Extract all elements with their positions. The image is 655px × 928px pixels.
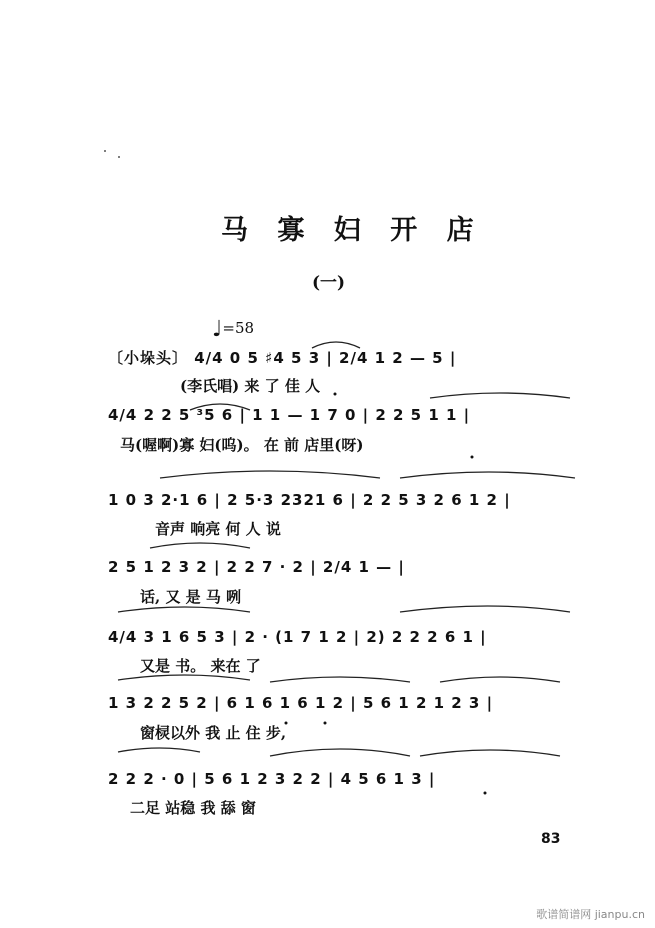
tempo-value: =58 bbox=[222, 319, 255, 337]
page-number: 83 bbox=[541, 831, 561, 847]
lyrics-line-5: 又是 书。 来在 了 bbox=[140, 657, 261, 675]
notation-line-4: 2 5 1 2 3 2 | 2 2 7 · 2 | 2/4 1 — | bbox=[108, 558, 405, 576]
notation-line-2: 4/4 2 2 5 ³5 6 | 1 1 — 1 7 0 | 2 2 5 1 1 | bbox=[108, 406, 471, 424]
lyrics-line-1: (李氏唱) 来 了 佳 人 bbox=[180, 377, 321, 395]
watermark: 歌谱简谱网 jianpu.cn bbox=[536, 908, 645, 921]
page-title: 马 寡 妇 开 店 bbox=[221, 215, 484, 246]
lyrics-line-6: 窗棂以外 我 止 住 步, bbox=[140, 724, 287, 742]
notation-line-6: 1 3 2 2 5 2 | 6 1 6 1 6 1 2 | 5 6 1 2 1 2 3 | bbox=[108, 694, 494, 712]
notation-line-5: 4/4 3 1 6 5 3 | 2 · (1 7 1 2 | 2) 2 2 2 6 1 | bbox=[108, 628, 487, 646]
quarter-note-icon: ♩ bbox=[212, 317, 223, 342]
lyrics-line-3: 音声 响亮 何 人 说 bbox=[155, 520, 281, 538]
lyrics-line-4: 话, 又 是 马 咧 bbox=[140, 588, 242, 606]
notation-line-7: 2 2 2 · 0 | 5 6 1 2 3 2 2 | 4 5 6 1 3 | bbox=[108, 770, 436, 788]
section-number: (一) bbox=[312, 273, 346, 293]
lyrics-line-2: 马(喔啊)寡 妇(呜)。 在 前 店里(呀) bbox=[120, 436, 364, 454]
lyrics-line-7: 二足 站稳 我 舔 窗 bbox=[130, 799, 256, 817]
notation-line-3: 1 0 3 2·1 6 | 2 5·3 2321 6 | 2 2 5 3 2 6 1 2 | bbox=[108, 491, 511, 509]
notation-line-1: 〔小垛头〕 4/4 0 5 ♯4 5 3 | 2/4 1 2 — 5 | bbox=[108, 349, 457, 367]
